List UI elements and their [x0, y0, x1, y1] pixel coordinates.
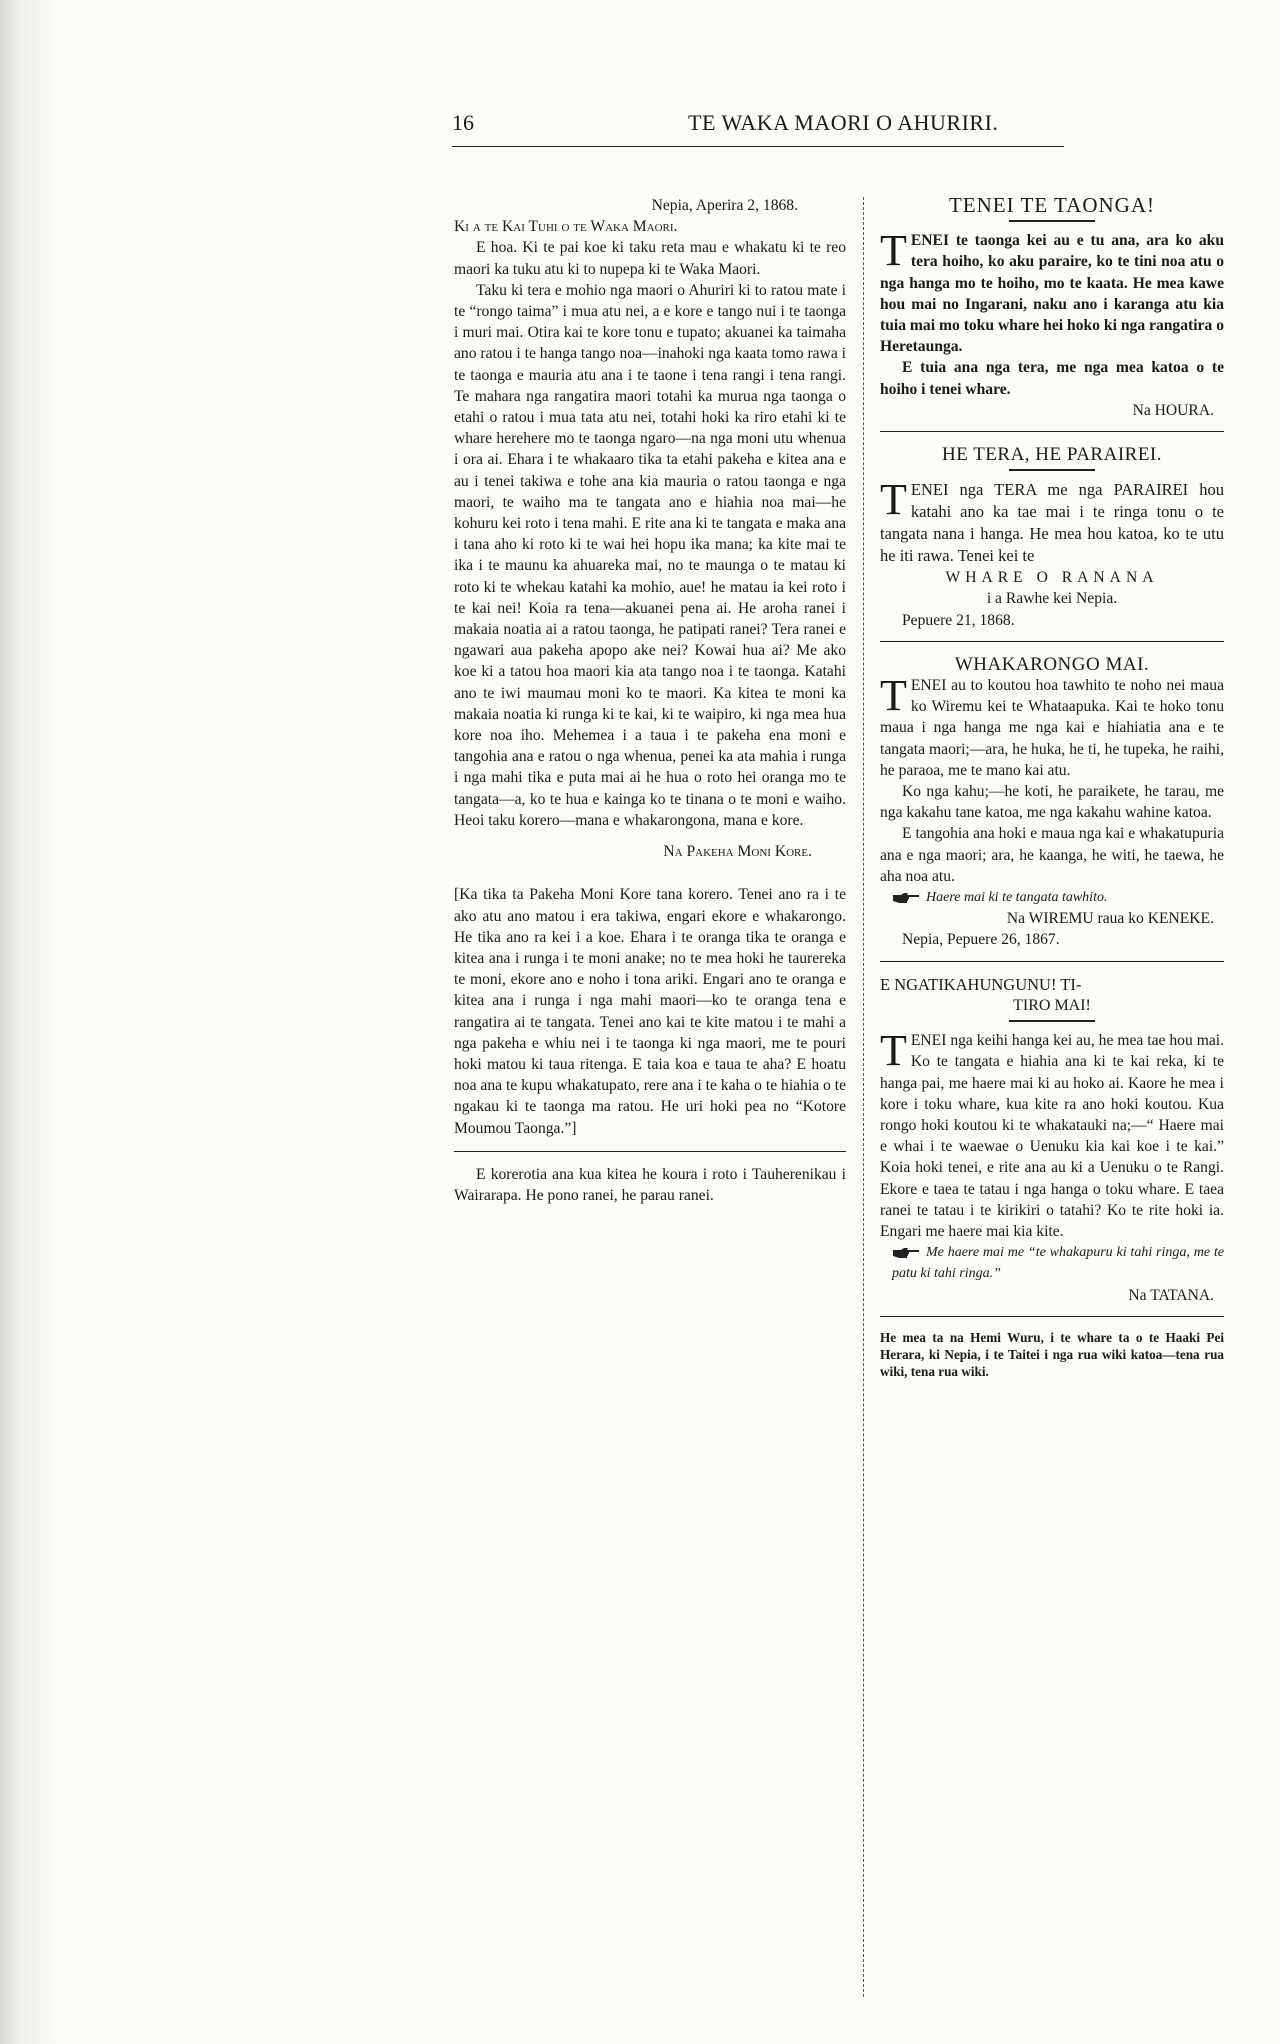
letter-paragraph-1: E hoa. Ki te pai koe ki taku reta mau e whakatu ki te reo maori ka tuku atu ki to nupepa ki te Waka Maori.	[454, 239, 846, 278]
ad-whakarongo-body-2: Ko nga kahu;—he koti, he paraikete, he tarau, me nga kakahu tane katoa, me nga kakahu wahine katoa.	[880, 783, 1224, 822]
editor-note: [Ka tika ta Pakeha Moni Kore tana korero. Tenei ano ra i te ako atu ano matou i era takiwa, engari ekore e whakarongo. He tika ano ra kei i a koe. Ehara i te oranga tika te oranga e kitea ana i runga i te moni anake; no te mea hoki he taurereka te moni, ekore ano e noho i tona ariki. Engari ano te oranga e kitea ana i runga i nga mahi maori—ko te oranga tena e rangatira ai te tangata. Tenei ano kai te kite matou i te mahi a nga pakeha e whiu nei i te taonga ki nga maori, me te pouri hoki matou ki taua ritenga. E taia koa e taua te aha? E hoatu noa ana te kupu whakatupato, rere ana i te kaha o te hiahia o te ngakau ki te taonga ma ratou. He uri hoki pea no “Kotore Moumou Taonga.”]	[454, 886, 846, 1137]
columns	[452, 147, 1224, 1947]
ad-taonga-body-2: E tuia ana nga tera, me nga mea katoa o te hoiho i tenei whare.	[880, 359, 1224, 398]
section-rule	[454, 1151, 846, 1152]
ad-whakarongo-signature: Na WIREMU raua ko KENEKE.	[1006, 910, 1214, 928]
ad-tera-title: HE TERA, HE PARAIREI.	[941, 444, 1163, 466]
ad-ngatikahungunu-body: ENEI nga keihi hanga kei au, he mea tae hou mai. Ko te tangata e hiahia ana ki te kai reka, ki te hanga pai, me haere mai ki au hoko ai. Kaore he mea i kore i toku whare, kua kite ra ano hoki koutou. Kua rongo hoki koutou ki te whakatauki na;—“ Haere mai e whai i te waewae o Uenuku kia kai koe i te kai.” Koia hoki tenei, e rite ana au ki a Uenuku o te Rangi. Ekore e taea te tatau i nga hanga o toku whare. E taea ranei te tatau i te kirikiri o tatahi? Ko te rite hoki ia. Engari me haere mai kia kite.	[880, 1032, 1224, 1240]
page-number: 16	[452, 110, 474, 135]
ad-taonga-body: ENEI te taonga kei au e tu ana, ara ko aku tera hoiho, ko aku paraire, ko te tini noa atu o nga hanga mo te hoiho, mo te kaata. He mea kawe hou mai no Ingarani, naku ano i karanga atu kia tuia mai mo toku whare hei hoko ki nga rangatira o Heretaunga.	[880, 232, 1224, 356]
newspaper-page	[452, 108, 1224, 1947]
dropcap: T	[880, 226, 907, 276]
dropcap: T	[880, 671, 907, 721]
ad-tera-date: Pepuere 21, 1868.	[902, 611, 1015, 629]
dropcap: T	[880, 1026, 907, 1076]
ad-whakarongo-note: Haere mai ki te tangata tawhito.	[926, 890, 1108, 906]
scan-margin-shadow	[0, 0, 60, 2044]
ad-whakarongo-body: ENEI au to koutou hoa tawhito te noho nei maua ko Wiremu kei te Whataapuka. Kai te hoko tonu maua i nga hanga me nga kai e hiahiatia ana e te tangata maori;—ara, he huka, he ti, he tupeka, he raihi, he paraoa, me te mano kai atu.	[880, 677, 1224, 779]
ad-ngatikahungunu-title-1: E NGATIKAHUNGUNU! TI-	[880, 974, 1082, 994]
section-rule	[880, 1316, 1224, 1317]
left-column	[454, 185, 846, 1206]
ad-ngatikahungunu-title-2: TIRO MAI!	[1013, 996, 1091, 1014]
section-rule	[880, 431, 1224, 432]
pointing-hand-icon	[892, 1246, 920, 1260]
dropcap: T	[880, 475, 907, 525]
newspaper-title: TE WAKA MAORI O AHURIRI.	[688, 110, 999, 135]
ad-whakarongo	[880, 654, 1224, 951]
ad-tera-location: i a Rawhe kei Nepia.	[986, 590, 1118, 608]
ad-ngatikahungunu	[880, 974, 1224, 1306]
ad-tera-shop: WHARE O RANANA	[945, 569, 1159, 587]
page-header	[452, 108, 1064, 147]
ad-whakarongo-title: WHAKARONGO MAI.	[954, 653, 1150, 675]
title-rule	[1009, 469, 1095, 471]
title-rule	[1009, 1020, 1095, 1022]
ad-taonga-signature: Na HOURA.	[1132, 401, 1214, 419]
ad-whakarongo-body-3: E tangohia ana hoki e maua nga kai e whakatupuria ana e nga maori; ara, he kaanga, he witi, he taewa, he aha noa atu.	[880, 825, 1224, 885]
gold-notice: E korerotia ana kua kitea he koura i roto i Tauherenikau i Wairarapa. He pono ranei, he parau ranei.	[454, 1165, 846, 1204]
letter-paragraph-2: Taku ki tera e mohio nga maori o Ahuriri ki to ratou mate i te “rongo taima” i mua atu nei, a e kore e tango nui i te taonga i muri mai. Otira kai te kore tonu e tupato; akuanei ka taimaha ano ratou i te hanga tango noa—inahoki nga kaata tomo rawa i te taonga e mauria atu ana i te taone i tena rangi i tena rangi. Te mahara nga rangatira maori totahi ka murua nga taonga o etahi o ratou i mua tata atu nei, totahi hoki ka riro etahi ki te whare herehere mo te taonga ngaro—na nga moni utu whenua i ora ai. Ehara i te whakaaro tika ta etahi pakeha e kitea ana e au i tenei takiwa e tohe ana kia mauria o ratou taonga e nga maori, te waiho ma te tangata ano e hiahia noa mai—he kohuru kei roto i tena mahi. E rite ana ki te tangata e maka ana i tana aho ki roto ki te wai hei hopu ika mana; ka kite mai te ika i te maunu ka ahuareka mai, no te maunga o te matau ki roto ki te whekau katahi ka mohio, aue! he matau ia kei roto i te kai nei! Koia ra tena—akuanei pena ai. He aroha ranei i makaia noatia ai a ratou taonga, he patipati ranei? Tera ranei e ngawari aua pakeha apopo ake nei? Kowai hua ai? Me ako koe ki a tatou hoa maori kia ata tango noa i te taonga. Katahi ano te iwi maumau moni ko te maori. Ka kitea te moni ka makaia noatia ki runga ki te kai, ki te waipiro, ki nga mea hua kore noa iho. Mehemea i a taua i te pakeha ena moni e tangohia ana e ratou o nga whenua, penei ka ata mahia i runga i nga mahi tika e puta mai ai he hua o roto hei oranga mo te tangata—a, ko te hua e kainga ko te tinana o te moni e waiho. Heoi taku korero—mana e whakarongona, mana e kore.	[454, 281, 846, 829]
ad-whakarongo-date: Nepia, Pepuere 26, 1867.	[902, 931, 1060, 949]
ad-taonga	[880, 195, 1224, 421]
letter-dateline: Nepia, Aperira 2, 1868.	[651, 197, 798, 214]
ad-tera	[880, 444, 1224, 631]
right-column	[880, 191, 1224, 1380]
section-rule	[880, 641, 1224, 642]
title-rule	[1009, 220, 1095, 222]
column-divider	[863, 197, 864, 1997]
ad-taonga-title: TENEI TE TAONGA!	[948, 193, 1155, 217]
ad-ngatikahungunu-signature: Na TATANA.	[1128, 1286, 1214, 1304]
section-rule	[880, 961, 1224, 962]
letter-signature: Na Pakeha Moni Kore.	[663, 843, 812, 861]
letter-addressee: Ki a te Kai Tuhi o te Waka Maori.	[454, 218, 678, 236]
ad-ngatikahungunu-note: Me haere mai me “te whakapuru ki tahi ringa, me te patu ki tahi ringa.”	[892, 1245, 1224, 1282]
imprint: He mea ta na Hemi Wuru, i te whare ta o te Haaki Pei Herara, ki Nepia, i te Taitei i nga rua wiki katoa—tena rua wiki, tena rua wiki.	[880, 1329, 1224, 1379]
pointing-hand-icon	[892, 891, 920, 905]
ad-tera-body: ENEI nga TERA me nga PARAIREI hou katahi ano ka tae mai i te ringa tonu o te tangata nana i hanga. He mea hou katoa, ko te utu he iti rawa. Tenei kei te	[880, 480, 1224, 566]
